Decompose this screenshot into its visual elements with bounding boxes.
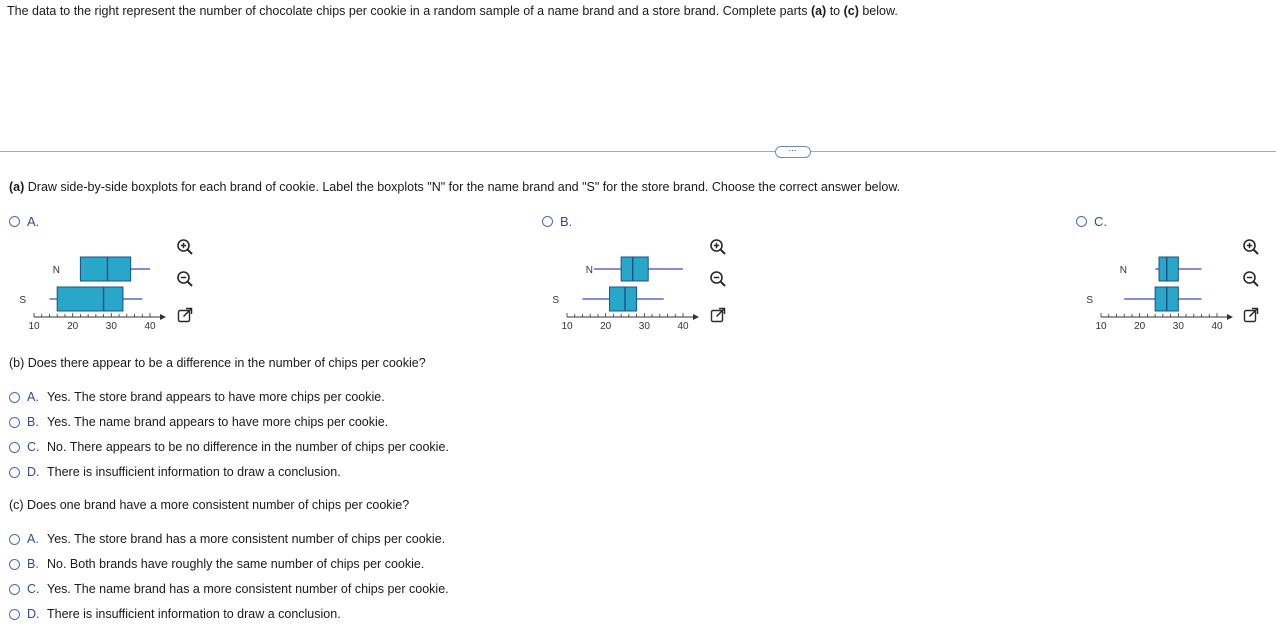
part-a-label: (a)	[9, 180, 25, 194]
intro-part-c: (c)	[843, 4, 859, 18]
x-axis-arrow	[160, 314, 166, 320]
option-b-letter: B.	[560, 214, 573, 229]
part-c-option-b[interactable]	[9, 557, 424, 571]
part-c-option-b-letter: B.	[27, 557, 39, 571]
zoom-in-icon[interactable]	[1242, 238, 1260, 256]
option-b-radio-row[interactable]	[542, 214, 572, 229]
part-b-option-b-letter: B.	[27, 415, 39, 429]
popout-icon[interactable]	[176, 306, 194, 324]
option-a-boxplot-svg	[19, 250, 172, 332]
zoom-in-icon[interactable]	[709, 238, 727, 256]
x-tick-label: 20	[67, 321, 79, 332]
option-b-tools	[709, 238, 729, 318]
part-b-option-a-letter: A.	[27, 390, 39, 404]
part-c-option-b-radio[interactable]	[9, 559, 20, 570]
part-b-option-b-radio[interactable]	[9, 417, 20, 428]
x-tick-label: 30	[1172, 321, 1184, 332]
option-a-boxplot	[19, 250, 172, 332]
zoom-in-icon-svg	[176, 238, 194, 256]
option-b-boxplot	[552, 250, 705, 332]
part-b-option-c-letter: C.	[27, 440, 40, 454]
zoom-out-icon-svg	[709, 270, 727, 288]
option-a-letter: A.	[27, 214, 40, 229]
part-c-option-d-radio[interactable]	[9, 609, 20, 620]
boxplot-label-s: S	[19, 295, 26, 306]
option-c-boxplot-svg	[1086, 250, 1239, 332]
part-b-option-c-text: No. There appears to be no difference in the number of chips per cookie.	[47, 440, 449, 454]
zoom-out-icon[interactable]	[176, 270, 194, 288]
expand-button[interactable]: ⋯	[775, 146, 811, 158]
boxplot-label-n: N	[52, 265, 60, 276]
option-b-radio[interactable]	[542, 216, 553, 227]
part-a-question-text: Draw side-by-side boxplots for each brand of cookie. Label the boxplots "N" for the name brand and "S" for the store brand. Choose the correct answer below.	[24, 180, 901, 194]
x-tick-label: 30	[638, 321, 650, 332]
boxplot-label-n: N	[1119, 265, 1127, 276]
popout-icon[interactable]	[1242, 306, 1260, 324]
part-c-option-c[interactable]	[9, 582, 449, 596]
part-c-question: (c) Does one brand have a more consistent number of chips per cookie?	[9, 498, 410, 512]
zoom-out-icon-svg	[176, 270, 194, 288]
box-s	[610, 287, 637, 311]
part-b-question: (b) Does there appear to be a difference in the number of chips per cookie?	[9, 356, 426, 370]
box-n	[621, 257, 648, 281]
part-b-option-d-letter: D.	[27, 465, 40, 479]
option-b-boxplot-svg	[552, 250, 705, 332]
part-c-option-d[interactable]	[9, 607, 341, 621]
x-axis-arrow	[693, 314, 699, 320]
popout-icon-svg	[1242, 306, 1260, 324]
x-axis-arrow	[1227, 314, 1233, 320]
box-s	[57, 287, 123, 311]
option-c-tools	[1242, 238, 1262, 318]
boxplot-label-s: S	[1086, 295, 1093, 306]
intro-after: below.	[858, 4, 898, 18]
option-a-tools	[176, 238, 196, 318]
part-b-option-a-radio[interactable]	[9, 392, 20, 403]
part-c-option-b-text: No. Both brands have roughly the same number of chips per cookie.	[47, 557, 425, 571]
zoom-out-icon[interactable]	[709, 270, 727, 288]
part-c-option-a-text: Yes. The store brand has a more consistent number of chips per cookie.	[47, 532, 446, 546]
x-tick-label: 30	[105, 321, 117, 332]
part-b-option-b[interactable]	[9, 415, 388, 429]
part-c-option-a-letter: A.	[27, 532, 39, 546]
part-c-option-c-letter: C.	[27, 582, 40, 596]
zoom-out-icon-svg	[1242, 270, 1260, 288]
part-c-option-a-radio[interactable]	[9, 534, 20, 545]
part-a-question	[9, 180, 900, 194]
zoom-in-icon-svg	[1242, 238, 1260, 256]
part-c-option-a[interactable]	[9, 532, 445, 546]
part-c-option-d-text: There is insufficient information to draw a conclusion.	[47, 607, 341, 621]
part-b-option-c-radio[interactable]	[9, 442, 20, 453]
x-tick-label: 40	[144, 321, 156, 332]
popout-icon[interactable]	[709, 306, 727, 324]
option-a-radio-row[interactable]	[9, 214, 39, 229]
x-tick-label: 10	[561, 321, 573, 332]
part-b-option-d[interactable]	[9, 465, 341, 479]
popout-icon-svg	[176, 306, 194, 324]
boxplot-label-s: S	[552, 295, 559, 306]
part-b-option-c[interactable]	[9, 440, 449, 454]
zoom-in-icon-svg	[709, 238, 727, 256]
intro-before: The data to the right represent the number of chocolate chips per cookie in a random sample of a name brand and a store brand. Complete parts	[7, 4, 811, 18]
part-b-option-b-text: Yes. The name brand appears to have more chips per cookie.	[47, 415, 389, 429]
boxplot-label-n: N	[585, 265, 593, 276]
intro-part-a: (a)	[810, 4, 827, 18]
box-n	[80, 257, 130, 281]
x-tick-label: 40	[1211, 321, 1223, 332]
intro-text	[7, 4, 898, 18]
option-c-radio-row[interactable]	[1076, 214, 1107, 229]
popout-icon-svg	[709, 306, 727, 324]
section-divider	[0, 151, 1276, 152]
part-b-option-a[interactable]	[9, 390, 385, 404]
zoom-in-icon[interactable]	[176, 238, 194, 256]
zoom-out-icon[interactable]	[1242, 270, 1260, 288]
part-c-option-c-radio[interactable]	[9, 584, 20, 595]
x-tick-label: 20	[1134, 321, 1146, 332]
option-c-boxplot	[1086, 250, 1239, 332]
part-b-option-d-text: There is insufficient information to draw a conclusion.	[47, 465, 341, 479]
option-a-radio[interactable]	[9, 216, 20, 227]
option-c-letter: C.	[1094, 214, 1107, 229]
x-tick-label: 20	[600, 321, 612, 332]
part-c-option-c-text: Yes. The name brand has a more consistent number of chips per cookie.	[47, 582, 449, 596]
x-tick-label: 40	[677, 321, 689, 332]
x-tick-label: 10	[28, 321, 40, 332]
part-b-option-a-text: Yes. The store brand appears to have more chips per cookie.	[47, 390, 385, 404]
box-n	[1159, 257, 1178, 281]
intro-to: to	[826, 4, 844, 18]
part-c-option-d-letter: D.	[27, 607, 40, 621]
x-tick-label: 10	[1095, 321, 1107, 332]
part-b-option-d-radio[interactable]	[9, 467, 20, 478]
option-c-radio[interactable]	[1076, 216, 1087, 227]
